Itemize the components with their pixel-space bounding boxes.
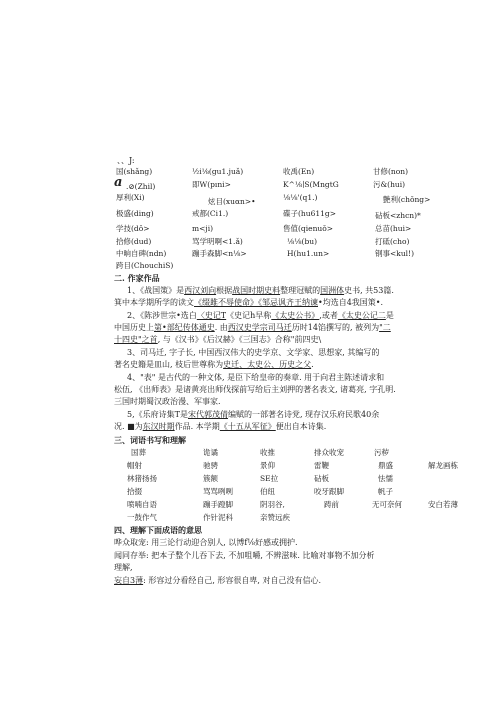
vocab-item: 亲赞远疾 bbox=[260, 513, 290, 522]
paragraph-5-line-2: 况. ■为东汉时期作品. 本学期《十五从军征》便出自本诗集. bbox=[114, 422, 327, 431]
section-heading: 三、词语书写和理解 bbox=[114, 435, 186, 445]
vocab-item: 驰骋 bbox=[203, 461, 218, 470]
pinyin-item: .⊘(Zhil) bbox=[126, 182, 156, 191]
vocab-item: 拾掇 bbox=[127, 487, 142, 496]
vocab-item: 一鼓作气 bbox=[127, 513, 157, 522]
pinyin-item: a bbox=[114, 175, 123, 190]
vocab-item: 咬牙跟脚 bbox=[314, 487, 344, 496]
pinyin-item: 戒都(Ci1.) bbox=[192, 209, 229, 218]
vocab-item: 骂骂咧咧 bbox=[203, 487, 233, 496]
paragraph-4-line-3: 三国时期蜀汉政治漫、军事家. bbox=[114, 397, 221, 406]
paragraph-1-line-2: 箕中本学期所学的读文《缀雎不辱使命》《邹忌讽齐王纳谏•均选自4我国策•. bbox=[114, 298, 384, 307]
vocab-item: 帆子 bbox=[378, 487, 393, 496]
vocab-item: 阴羽谷, bbox=[260, 500, 285, 509]
pinyin-item: 污&(hui) bbox=[373, 180, 406, 189]
pinyin-item: 甘修(non) bbox=[373, 167, 409, 176]
pinyin-item: ⅛⅛(bu) bbox=[287, 237, 318, 246]
pinyin-item: 售值(qienuǒ> bbox=[283, 224, 334, 233]
pinyin-item: 蹦手森脚<n⅛> bbox=[192, 249, 247, 258]
vocab-item: 蹦手蹬脚 bbox=[203, 500, 233, 509]
vocab-item: 解龙画栋 bbox=[428, 461, 458, 470]
paragraph-1-line-1: 1、《战国策》是西汉刘向根据战国时期史料整理冠赋的国洲体史书, 共53篇. bbox=[127, 286, 394, 295]
vocab-item: 怯懦 bbox=[378, 474, 393, 483]
pinyin-item: 骂学明啊<1.ǎ) bbox=[192, 237, 243, 246]
vocab-item: 帽射 bbox=[127, 461, 142, 470]
paragraph-2-line-1: 2、《陈涉世宗•选白〈史记T《史记h早称《太史公书》,或者《太史公记二是 bbox=[127, 311, 394, 320]
idiom-explanation-cont: 理解, bbox=[114, 563, 133, 572]
paragraph-4-line-1: 4、"表" 是古代的一种文体, 是臣下给皇帝的奏章. 用于向君主陈述请求和 bbox=[127, 373, 385, 382]
idiom-explanation: 闻同存举: 把本子整个儿吞下去, 不加咀嚼, 不辨滋味. 比喻对事物不加分析 bbox=[114, 551, 375, 560]
pinyin-item: 极盛(ding) bbox=[116, 209, 154, 218]
pinyin-item: 碟子(hu611g> bbox=[283, 209, 336, 218]
vocab-item: 砧板 bbox=[314, 474, 329, 483]
vocab-item: 污秽 bbox=[374, 448, 389, 457]
idiom-explanation: 哗众取宠: 用三论行动迎合别人, 以博f⅛好感或拥护. bbox=[114, 538, 298, 547]
vocab-item: SE拉 bbox=[260, 474, 279, 483]
pinyin-item: 中晌自碑(ndn) bbox=[116, 249, 167, 258]
idiom-explanation: 妄自3薄: 形容过分看经自己, 形容很自卑, 对自己没有信心. bbox=[114, 576, 322, 585]
vocab-item: 诡谲 bbox=[203, 448, 218, 457]
pinyin-item: 炫目(xuαn>• bbox=[208, 197, 256, 206]
vocab-item: 景仰 bbox=[260, 461, 275, 470]
pinyin-item: 厚利(Xi) bbox=[116, 193, 145, 202]
vocab-item: 喷喃自语 bbox=[127, 500, 157, 509]
pinyin-item: K^⅛∣S(MngtG bbox=[283, 180, 339, 189]
pinyin-item: ⅛⅛'(q1.) bbox=[283, 193, 318, 202]
pinyin-item: 拾修(dud) bbox=[116, 237, 152, 246]
pinyin-item: ½i⅛(gu1.juǎ) bbox=[192, 167, 244, 176]
pinyin-item: 钢事<kul!) bbox=[375, 249, 414, 258]
paragraph-3-line-2: 著名史籍是皿山, 枝后世尊称为史迁、太史公、历史之父. bbox=[114, 360, 314, 369]
paragraph-3-line-1: 3、司马迁, 字子长, 中国西汉伟大的史学京、文学家、思想家, 其编写的 bbox=[127, 348, 380, 357]
vocab-item: 安白若薄 bbox=[428, 500, 458, 509]
paragraph-2-line-2: 中国历史上第•部纪传体通史. 由西汉史学宗司马迁历时14馅撰写的, 被列为"二 bbox=[114, 323, 391, 332]
paragraph-4-line-2: 松伍, 《出师表》是诸黄亮出师伐探前写给后主刘押的著名表文, 诸葛亮, 字孔明. bbox=[114, 385, 396, 394]
pinyin-item: 总苗(hui> bbox=[375, 224, 412, 233]
paragraph-5-line-1: 5,《乐府诗集T是宋代郭茂倩编赋的一部著名诗党, 现存汉乐府民歌40余 bbox=[127, 410, 380, 419]
vocab-item: 无可奈何 bbox=[372, 500, 402, 509]
pinyin-item: m<ji) bbox=[192, 224, 214, 233]
vocab-item: 伯纽 bbox=[260, 487, 275, 496]
vocab-item: 踌前 bbox=[324, 500, 339, 509]
section-heading: 四、理解下面成语的意思 bbox=[114, 525, 202, 535]
pinyin-item: H(hu1.un> bbox=[287, 249, 330, 258]
vocab-item: 簇额 bbox=[203, 474, 218, 483]
pinyin-item: 艶利(chǒng> bbox=[383, 195, 431, 204]
paragraph-2-line-3: 十四史"之首, 与《汉书》《后汉赫》《三国志》合称"前四史\ bbox=[114, 335, 322, 344]
pinyin-item: 收禹(En) bbox=[283, 167, 315, 176]
vocab-item: 排众收宠 bbox=[314, 448, 344, 457]
vocab-item: 作针泥科 bbox=[203, 513, 233, 522]
vocab-item: 雷鞭 bbox=[314, 461, 329, 470]
pinyin-item: 学技(dǒ> bbox=[116, 224, 150, 233]
vocab-item: 林猪扬扬 bbox=[127, 474, 157, 483]
vocab-item: 国葬 bbox=[131, 448, 146, 457]
pinyin-item: 即W(pıni> bbox=[192, 180, 231, 189]
pinyin-item: 国(shǎng) bbox=[116, 167, 153, 176]
vocab-item: 收推 bbox=[260, 448, 275, 457]
pinyin-item: 砧板<zhcn)* bbox=[375, 211, 421, 220]
pinyin-item: 打砥(cho) bbox=[375, 237, 410, 246]
vocab-item: 鼎盛 bbox=[378, 461, 393, 470]
section-heading: 二. 作家作品 bbox=[114, 273, 160, 283]
pinyin-item: 跨目(ChouchiS) bbox=[116, 261, 174, 270]
header-mark: 、、J: bbox=[117, 156, 135, 165]
